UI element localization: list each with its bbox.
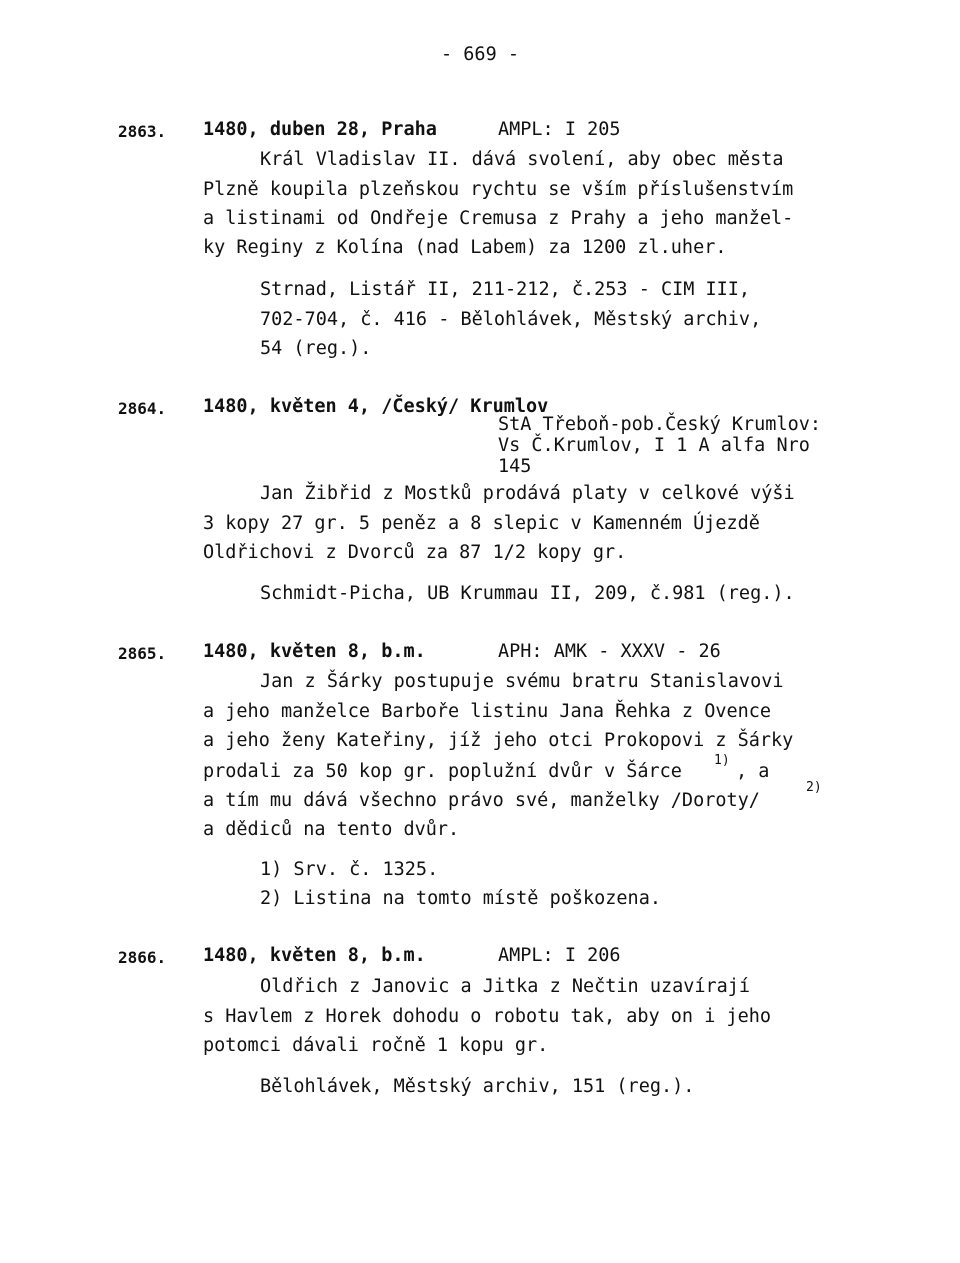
entry-reference-line: Bělohlávek, Městský archiv, 151 (reg.).	[260, 1076, 695, 1097]
entry-archive-line: 145	[498, 456, 532, 477]
entry-number: 2863.	[118, 122, 167, 141]
entry-text-line: Oldřich z Janovic a Jitka z Nečtin uzavírají	[260, 976, 751, 997]
footnote-marker: 2)	[806, 780, 822, 795]
entry-text-line: a listinami od Ondřeje Cremusa z Prahy a jeho manžel-	[203, 208, 794, 229]
entry-reference-line: 702-704, č. 416 - Bělohlávek, Městský archiv,	[260, 309, 762, 330]
entry-text-line: 3 kopy 27 gr. 5 peněz a 8 slepic v Kamenném Újezdě	[203, 513, 760, 534]
entry-number: 2865.	[118, 644, 167, 663]
entry-text-line: a jeho manželce Barboře listinu Jana Řehka z Ovence	[203, 701, 772, 722]
entry-text-line: Král Vladislav II. dává svolení, aby obec města	[260, 149, 784, 170]
entry-text-line: , a	[736, 761, 770, 782]
entry-archive: AMPL: I 205	[498, 119, 621, 140]
entry-text-line: prodali za 50 kop gr. poplužní dvůr v Šárce	[203, 761, 682, 782]
entry-text-line: Oldřichovi z Dvorců za 87 1/2 kopy gr.	[203, 542, 627, 563]
footnote-marker: 1)	[714, 753, 730, 768]
entry-text-line: Jan z Šárky postupuje svému bratru Stanislavovi	[260, 671, 784, 692]
footnote-line: 2) Listina na tomto místě poškozena.	[260, 888, 661, 909]
entry-text-line: ky Reginy z Kolína (nad Labem) za 1200 zl.uher.	[203, 237, 727, 258]
entry-archive-line: StA Třeboň-pob.Český Krumlov:	[498, 414, 822, 435]
entry-text-line: a tím mu dává všechno právo své, manželky /Doroty/	[203, 790, 760, 811]
entry-text-line: a jeho ženy Kateřiny, jíž jeho otci Prokopovi z Šárky	[203, 730, 794, 751]
entry-header: 1480, květen 8, b.m.	[203, 641, 426, 662]
entry-text-line: potomci dávali ročně 1 kopu gr.	[203, 1035, 549, 1056]
entry-reference-line: Strnad, Listář II, 211-212, č.253 - CIM III,	[260, 279, 751, 300]
page-number: - 669 -	[441, 44, 519, 65]
entry-archive-line: Vs Č.Krumlov, I 1 A alfa Nro	[498, 435, 810, 456]
entry-reference-line: 54 (reg.).	[260, 338, 372, 359]
entry-archive: APH: AMK - XXXV - 26	[498, 641, 721, 662]
entry-text-line: a dědiců na tento dvůr.	[203, 819, 460, 840]
entry-header: 1480, květen 4, /Český/ Krumlov	[203, 396, 549, 417]
entry-text-line: s Havlem z Horek dohodu o robotu tak, aby on i jeho	[203, 1006, 772, 1027]
entry-header: 1480, duben 28, Praha	[203, 119, 437, 140]
entry-number: 2866.	[118, 948, 167, 967]
entry-reference-line: Schmidt-Picha, UB Krummau II, 209, č.981 (reg.).	[260, 583, 795, 604]
entry-text-line: Plzně koupila plzeňskou rychtu se vším příslušenstvím	[203, 179, 794, 200]
entry-archive: AMPL: I 206	[498, 945, 621, 966]
footnote-line: 1) Srv. č. 1325.	[260, 859, 439, 880]
entry-number: 2864.	[118, 399, 167, 418]
entry-text-line: Jan Žibřid z Mostků prodává platy v celkové výši	[260, 483, 795, 504]
entry-header: 1480, květen 8, b.m.	[203, 945, 426, 966]
